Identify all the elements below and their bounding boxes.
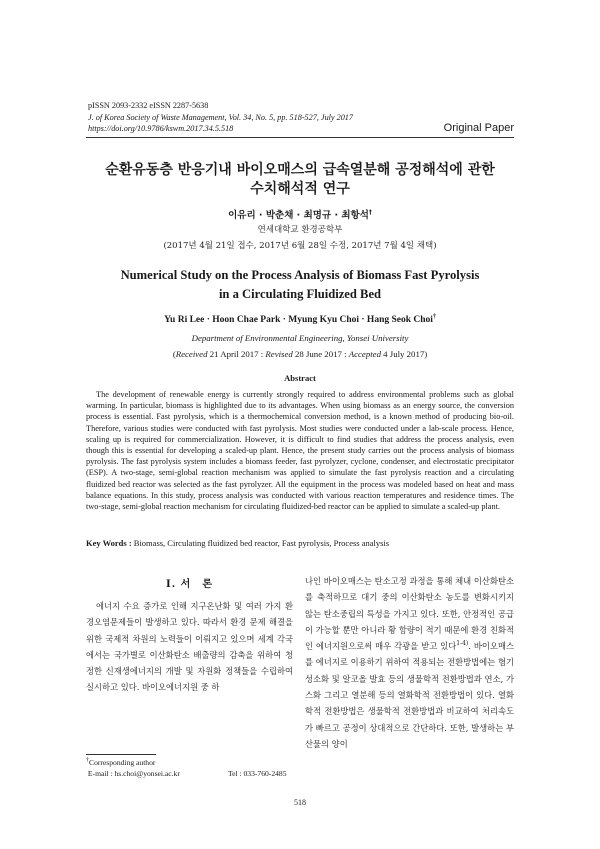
korean-dates: (2017년 4월 21일 접수, 2017년 6월 28일 수정, 2017년 7월 4일 채택) (163, 241, 437, 251)
section-title-introduction: I. 서 론 (166, 579, 213, 590)
abstract-heading: Abstract (284, 373, 316, 383)
journal-citation: J. of Korea Society of Waste Management, Vol. 34, No. 5, pp. 518-527, July 2017 (88, 112, 353, 122)
revised-date: 28 June 2017 : (292, 349, 349, 359)
english-dates: (Received 21 April 2017 : Revised 28 June 2017 : Accepted 4 July 2017) (172, 349, 428, 359)
revised-label: Revised (265, 349, 293, 359)
right-text-part-a: 나인 바이오매스는 탄소고정 과정을 통해 체내 이산화탄소를 축적하므로 대기 중의 이산화탄소 농도를 변화시키지 않는 탄소중립의 특성을 가지고 있다. 또한, 안정적인 공급이 가능할 뿐만 아니라 황 함량이 적기 때문에 환경 친화적인 에너지원으로써 매우 각광을 받고 있다 (305, 576, 514, 652)
journal-header (88, 100, 353, 135)
keywords-text: Biomass, Circulating fluidized bed reactor, Fast pyrolysis, Process analysis (133, 538, 390, 548)
header-rule (86, 137, 514, 138)
right-column-text (305, 573, 514, 752)
korean-title-line1: 순환유동층 반응기내 바이오매스의 급속열분해 공정해석에 관한 (105, 162, 495, 178)
korean-title (0, 161, 600, 199)
keywords (86, 538, 389, 548)
footnote-email[interactable]: E-mail : hs.choi@yonsei.ac.kr (87, 768, 180, 778)
english-authors (0, 315, 600, 325)
english-title-line2: in a Circulating Fluidized Bed (218, 287, 382, 301)
received-date: 21 April 2017 : (207, 349, 266, 359)
keywords-label: Key Words : (86, 538, 134, 548)
footnote-mark: † (86, 757, 89, 764)
received-label: Received (175, 349, 208, 359)
citation-superscript: 1-4) (456, 640, 469, 648)
doi-link[interactable]: https://doi.org/10.9786/kswm.2017.34.5.518 (88, 124, 234, 133)
english-affiliation: Department of Environmental Engineering, Yonsei University (191, 333, 409, 343)
paper-type-label: Original Paper (443, 122, 514, 134)
korean-authors-text: 이유리 · 박춘채 · 최명규 · 최항석 (228, 210, 369, 221)
korean-title-line2: 수치해석적 연구 (250, 181, 350, 197)
footnote (86, 758, 296, 779)
english-title-line1: Numerical Study on the Process Analysis of Biomass Fast Pyrolysis (120, 268, 480, 282)
footnote-tel: Tel : 033-760-2485 (228, 768, 287, 778)
english-title (0, 266, 600, 304)
corresponding-mark-ko: † (368, 208, 372, 216)
corresponding-mark-en: † (432, 313, 436, 320)
accepted-date: 4 July 2017 (380, 349, 425, 359)
footnote-rule (86, 754, 156, 755)
korean-authors (0, 207, 600, 221)
footnote-label: Corresponding author (89, 758, 156, 767)
abstract-body: The development of renewable energy is currently strongly required to address environmental problems such as global warming. In particular, biomass is highlighted due to its advantages. When using biomass as an energy source, the conversion process is essential. Fast pyrolysis, which is a thermochemical conversion method, is a known method of producing bio-oil. Therefore, various studies were conducted with fast pyrolysis. Most studies were conducted under a lab-scale process. Hence, scaling up is required for commercialization. However, it is difficult to find studies that address the process analysis, even though this is essential for developing a scaled-up plant. Hence, the present study carries out the process analysis of biomass pyrolysis. The fast pyrolysis system includes a biomass feeder, fast pyrolyzer, cyclone, condenser, and electrostatic precipitator (ESP). A two-stage, semi-global reaction mechanism was applied to simulate the fast pyrolysis reaction and a circulating fluidized bed reactor was selected as the fast pyrolyzer. All the equipment in the process was modeled based on heat and mass balance equations. In this study, process analysis was conducted with various reaction temperatures and residence times. The two-stage, semi-global reaction mechanism for circulating fluidized-bed reactor can be applied to simulate a scaled-up plant. (86, 390, 514, 512)
korean-affiliation: 연세대학교 환경공학부 (257, 225, 343, 235)
accepted-label: Accepted (348, 349, 381, 359)
left-column-text: 에너지 수요 증가로 인해 지구온난화 및 여러 가지 환경오염문제들이 발생하고 있다. 따라서 환경 문제 해결을 위한 국제적 차원의 노력들이 이뤄지고 있으며 세계 각국에서는 국가별로 이산화탄소 배출량의 감축을 위하여 청정한 신재생에너지의 개발 및 자원화 정책들을 수립하여 실시하고 있다. 바이오에너지원 중 하 (86, 601, 293, 693)
page-number: 518 (294, 798, 306, 807)
right-text-part-b: . 바이오매스를 에너지로 이용하기 위하여 적용되는 전환방법에는 혐기성소화 및 알코올 발효 등의 생물학적 전환방법과 연소, 가스화 그리고 열분해 등의 열화학적 전환방법이 있다. 열화학적 전환방법은 생물학적 전환방법과 비교하여 처리속도가 빠르고 공정이 상대적으로 간단하다. 또한, 발생하는 부산물의 양이 (305, 641, 514, 749)
issn-line: pISSN 2093-2332 eISSN 2287-5638 (88, 101, 209, 110)
english-authors-text: Yu Ri Lee · Hoon Chae Park · Myung Kyu Choi · Hang Seok Choi (164, 315, 433, 325)
